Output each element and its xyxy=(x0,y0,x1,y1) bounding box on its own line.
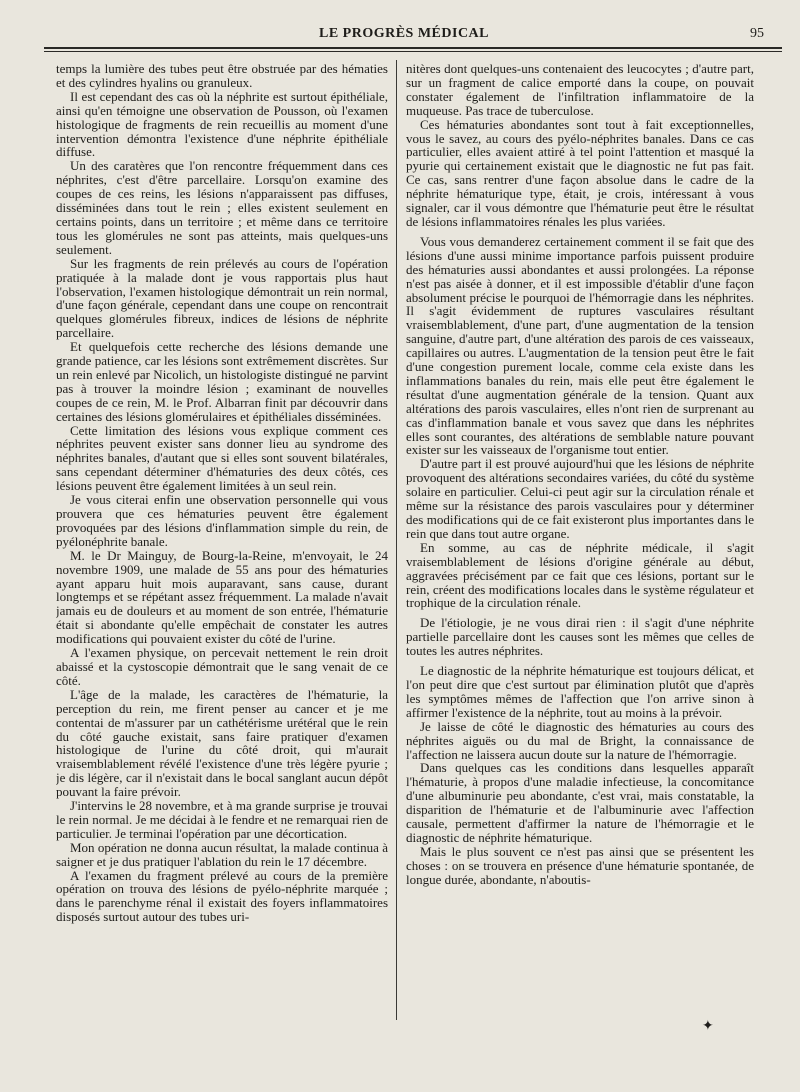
paragraph: Le diagnostic de la néphrite hématurique est toujours délicat, et l'on peut dire que c'est surtout par élimination plutôt que d'après les symptômes mêmes de l'affection que l'on arrive sinon à affirmer l'existence de la néphrite, tout au moins à la prévoir. xyxy=(406,663,754,720)
paragraph: Je vous citerai enfin une observation personnelle qui vous prouvera que ces hématuries peuvent être également provoquées par des lésions d'inflammation simple du rein, de pyélonéphrite banale. xyxy=(56,492,388,549)
paragraph: Sur les fragments de rein prélevés au cours de l'opération pratiquée à la malade dont je vous rapportais plus haut l'observation, l'examen histologique démontrait un rein normal, d'une façon générale, cependant dans une coupe on rencontrait quelques glomérules fibreux, indices de lésions de néphrite parcellaire. xyxy=(56,255,388,341)
paragraph: temps la lumière des tubes peut être obstruée par des hématies et des cylindres hyalins ou granuleux. xyxy=(56,62,388,90)
paragraph: Vous vous demanderez certainement comment il se fait que des lésions d'une aussi minime importance parfois puissent produire des hématuries aussi abondantes et aussi prolongées. La réponse n'est pas aisée à donner, et il est impossible d'établir d'une façon absolument précise le pourquoi de l'hémorragie dans les néphrites. Il s'agit évidemment de ruptures vasculaires résultant vraisemblablement, d'une part, d'une augmentation de la tension sanguine, d'autre part, d'une altération des parois de ces vaisseaux, capillaires ou autres. L'augmentation de la tension peut être le fait d'une congestion purement locale, comme cela existe dans les inflammations banales du rein, mais elle peut être également le résultat d'une augmentation générale de la tension. Quant aux altérations des parois vasculaires, elles n'ont rien de surprenant au cas d'inflammation banale et vous savez que dans les néphrites elles sont courantes, des altérations de semblable nature pouvant exister sur les vaisseaux de l'organisme tout entier. xyxy=(406,233,754,458)
paragraph: Je laisse de côté le diagnostic des hématuries au cours des néphrites aiguës ou du mal de Bright, la connaissance de l'affection ne laissera aucun doute sur la nature de l'hémorragie. xyxy=(406,718,754,762)
ornament-icon: ✦ xyxy=(702,1019,714,1034)
paragraph: nitères dont quelques-uns contenaient des leucocytes ; d'autre part, sur un fragment de calice emporté dans la coupe, on pouvait constater également de l'infiltration inflammatoire de la muqueuse. Pas trace de tuberculose. xyxy=(406,62,754,118)
paragraph: Mais le plus souvent ce n'est pas ainsi que se présentent les choses : on se trouvera en présence d'une hématurie spontanée, de longue durée, abondante, n'aboutis- xyxy=(406,843,754,887)
paragraph: J'intervins le 28 novembre, et à ma grande surprise je trouvai le rein normal. Je me décidai à le fendre et ne remarquai rien de particulier. Je terminai l'opération par une décortication. xyxy=(56,798,388,841)
paragraph: Il est cependant des cas où la néphrite est surtout épithéliale, ainsi qu'en témoigne une observation de Pousson, où l'examen histologique de fragments de rein recueillis au moment d'une intervention démontra l'existence d'une néphrite épithéliale diffuse. xyxy=(56,88,388,160)
paragraph: D'autre part il est prouvé aujourd'hui que les lésions de néphrite provoquent des altérations secondaires variées, du côté du système solaire en particulier. Celui-ci peut agir sur la circulation rénale et même sur la résistance des parois vasculaires pour y déterminer des modifications qui de ce fait existeront plus importantes dans le rein que dans tout autre organe. xyxy=(406,456,754,541)
paragraph: Cette limitation des lésions vous explique comment ces néphrites peuvent exister sans donner lieu au syndrome des néphrites banales, d'autant que si elles sont souvent bilatérales, sans cependant déterminer d'hématuries des deux côtés, ces lésions peuvent être également limitées à un seul rein. xyxy=(56,422,388,494)
header-rule xyxy=(44,47,782,49)
header-rule-thin xyxy=(44,51,782,52)
paragraph: L'âge de la malade, les caractères de l'hématurie, la perception du rein, me firent penser au cancer et je me contentai de m'assurer par un cathétérisme urétéral que le rein du côté gauche existait, sans faire pratiquer d'examen histologique de l'urine du côté droit, qui m'aurait vraisemblablement révélé l'existence d'une très légère pyurie ; je dis légère, car il n'existait dans le bocal sanglant aucun dépôt pouvant la faire prévoir. xyxy=(56,686,388,800)
paragraph: A l'examen du fragment prélevé au cours de la première opération on trouva des lésions de pyélo-néphrite marquée ; dans le parenchyme rénal il existait des foyers inflammatoires disposés surtout autour des tubes uri- xyxy=(56,867,388,925)
paragraph: Mon opération ne donna aucun résultat, la malade continua à saigner et je dus pratiquer l'ablation du rein le 17 décembre. xyxy=(56,839,388,869)
paragraph: A l'examen physique, on percevait nettement le rein droit abaissé et la cystoscopie démontrait que le sang venait de ce côté. xyxy=(56,645,388,688)
paragraph: Dans quelques cas les conditions dans lesquelles apparaît l'hématurie, à propos d'une maladie infectieuse, la concomitance d'une albuminurie peu abondante, c'est vrai, mais constatable, la disparition de l'hématurie et de l'albuminurie avec l'affection causale, permettent d'affirmer la nature de l'hémorragie et le diagnostic de néphrite hématurique. xyxy=(406,760,754,845)
paragraph: Un des caratères que l'on rencontre fréquemment dans ces néphrites, c'est d'être parcellaire. Lorsqu'on examine des coupes de ces reins, les lésions n'apparaissent pas diffuses, disséminées dans tout le rein ; elles existent seulement en certains points, dans un territoire ; et même dans ce territoire tous les glomérules ne sont pas atteints, mais quelques-uns seulement. xyxy=(56,158,388,257)
paragraph: En somme, au cas de néphrite médicale, il s'agit vraisemblablement de lésions d'origine générale au début, aggravées précisément par ce fait que ces lésions, portant sur le rein, créent des modifications locales dans le système régulateur et trophique de la circulation rénale. xyxy=(406,539,754,611)
running-header xyxy=(38,22,770,46)
paragraph: Et quelquefois cette recherche des lésions demande une grande patience, car les lésions sont extrêmement discrètes. Sur un rein enlevé par Nicolich, un histologiste distingué ne parvint pas à trouver la moindre lésion ; examinant de nouvelles coupes de ce rein, M. le Prof. Albarran finit par découvrir dans certaines des lésions glomérulaires et épithéliales disséminées. xyxy=(56,339,388,424)
paragraph: De l'étiologie, je ne vous dirai rien : il s'agit d'une néphrite partielle parcellaire dont les causes sont les mêmes que celles de toutes les autres néphrites. xyxy=(406,615,754,659)
right-column xyxy=(406,62,754,1062)
column-divider xyxy=(396,60,397,1020)
left-column xyxy=(56,62,388,1062)
paragraph: Ces hématuries abondantes sont tout à fait exceptionnelles, vous le savez, au cours des pyélo-néphrites banales. Dans ce cas particulier, elles avaient attiré à tel point l'attention et masqué la pyurie qui certainement existait que le diagnostic ne fut pas fait. Ce cas, sans rentrer d'une façon absolue dans le cadre de la néphrite hématurique type, était, je crois, intéressant à vous signaler, car il vous démontre que l'hématurie peut être le résultat de lésions inflammatoires rénales les plus variées. xyxy=(406,116,754,229)
paragraph: M. le Dr Mainguy, de Bourg-la-Reine, m'envoyait, le 24 novembre 1909, une malade de 55 ans pour des hématuries ayant apparu huit mois auparavant, sans cause, durant longtemps et se répétant assez fréquemment. La malade n'avait jamais eu de douleurs et au moment de son entrée, l'hématurie était si abondante qu'elle empêchait de constater les autres modifications qui pouvaient exister du côté de l'urine. xyxy=(56,547,388,647)
page-number: 95 xyxy=(750,26,764,41)
journal-title: LE PROGRÈS MÉDICAL xyxy=(318,26,490,41)
